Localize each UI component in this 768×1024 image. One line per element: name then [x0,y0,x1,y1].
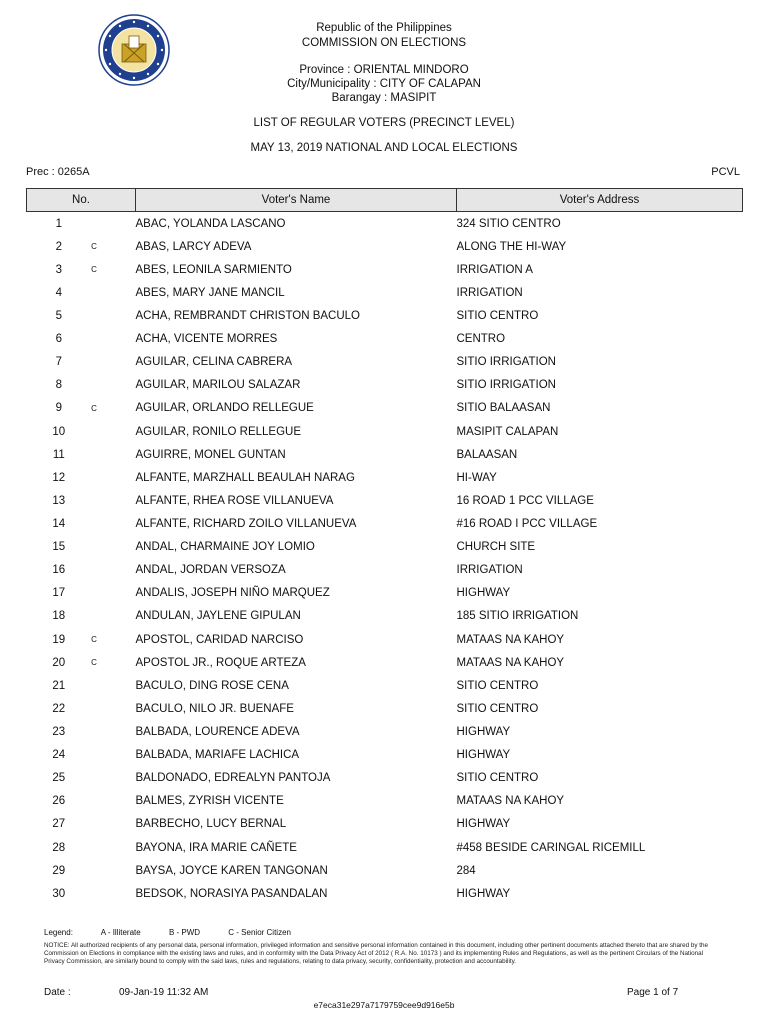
table-row [27,720,743,743]
voter-code [91,882,135,905]
table-row [27,767,743,790]
table-row [27,559,743,582]
table-row [27,420,743,443]
voter-name: AGUILAR, ORLANDO RELLEGUE [135,402,314,415]
voter-address: 284 [456,864,476,877]
voter-number: 8 [55,379,62,392]
voter-code [91,466,135,489]
voter-code [91,674,135,697]
voter-number: 19 [52,633,66,646]
voter-address: SITIO CENTRO [456,702,539,715]
voter-address: HIGHWAY [456,749,511,762]
table-row [27,212,743,236]
voter-address: SITIO CENTRO [456,309,539,322]
voter-name: ANDAL, CHARMAINE JOY LOMIO [135,541,315,554]
legend-senior: C - Senior Citizen [228,928,291,937]
voter-name: ACHA, VICENTE MORRES [135,333,278,346]
legend-illiterate: A - Illiterate [100,928,141,937]
voter-number: 23 [52,725,66,738]
voter-name: ABAC, YOLANDA LASCANO [135,217,286,230]
voter-address: BALAASAN [456,448,518,461]
voter-code: C [91,635,97,645]
table-row [27,536,743,559]
date-value: 09-Jan-19 11:32 AM [119,987,209,998]
voter-address: ALONG THE HI-WAY [456,240,567,253]
voter-address: 16 ROAD 1 PCC VILLAGE [456,494,594,507]
table-row [27,813,743,836]
voter-address: IRRIGATION A [456,263,533,276]
table-row [27,489,743,512]
voter-address: HIGHWAY [456,887,511,900]
table-row [27,882,743,905]
voter-address: SITIO BALAASAN [456,402,551,415]
voter-number: 6 [55,333,62,346]
voter-name: ALFANTE, RHEA ROSE VILLANUEVA [135,494,334,507]
voter-name: APOSTOL, CARIDAD NARCISO [135,633,304,646]
voter-address: CENTRO [456,333,506,346]
table-header-row [27,189,743,212]
voter-number: 21 [52,679,66,692]
table-row [27,258,743,281]
voter-code [91,697,135,720]
table-row [27,512,743,535]
table-row [27,651,743,674]
voter-name: AGUILAR, CELINA CABRERA [135,356,293,369]
voter-number: 5 [55,309,62,322]
voter-code [91,281,135,304]
voter-number: 17 [52,587,66,600]
voter-name: BACULO, DING ROSE CENA [135,679,289,692]
header-city: City/Municipality : CITY OF CALAPAN [287,78,481,90]
table-row [27,328,743,351]
voter-number: 16 [52,564,66,577]
voter-name: ALFANTE, MARZHALL BEAULAH NARAG [135,471,355,484]
voter-number: 4 [55,286,62,299]
voter-code [91,212,135,236]
voter-name: BALBADA, LOURENCE ADEVA [135,725,300,738]
voter-address: SITIO IRRIGATION [456,379,556,392]
voter-code [91,351,135,374]
table-row [27,790,743,813]
header-commission: COMMISSION ON ELECTIONS [301,37,467,49]
voter-code [91,720,135,743]
precinct-label: Prec : 0265A [26,166,90,178]
voter-number: 26 [52,795,66,808]
table-row [27,397,743,420]
table-row [27,744,743,767]
voter-code [91,536,135,559]
header-barangay: Barangay : MASIPIT [331,92,437,104]
voter-number: 29 [52,864,66,877]
voter-address: SITIO IRRIGATION [456,356,556,369]
voter-number: 12 [52,471,66,484]
pcvl-label: PCVL [711,166,740,178]
header-no: No. [27,189,136,212]
voter-code: C [91,658,97,668]
voter-name: BALDONADO, EDREALYN PANTOJA [135,772,331,785]
voter-address: HIGHWAY [456,587,511,600]
voter-code [91,605,135,628]
page-number: Page 1 of 7 [627,987,679,998]
voter-number: 14 [52,517,66,530]
voter-number: 28 [52,841,66,854]
voter-code [91,836,135,859]
voter-code [91,790,135,813]
legend-label: Legend: [44,928,73,937]
voter-number: 2 [55,240,62,253]
voter-code [91,443,135,466]
table-row [27,235,743,258]
voter-code [91,328,135,351]
voter-address: SITIO CENTRO [456,772,539,785]
voter-number: 10 [52,425,66,438]
table-row [27,443,743,466]
voter-code: C [91,265,97,275]
voters-table-body [27,212,743,906]
voter-name: ANDULAN, JAYLENE GIPULAN [135,610,301,623]
voter-code [91,559,135,582]
voter-name: BALBADA, MARIAFE LACHICA [135,749,300,762]
voter-number: 9 [55,402,62,415]
voter-number: 1 [55,217,62,230]
voter-number: 11 [52,448,65,461]
voter-name: BALMES, ZYRISH VICENTE [135,795,284,808]
voter-address: MASIPIT CALAPAN [456,425,559,438]
header-name: Voter's Name [136,189,457,212]
voter-name: AGUILAR, RONILO RELLEGUE [135,425,302,438]
voter-address: 185 SITIO IRRIGATION [456,610,579,623]
voter-address: IRRIGATION [456,286,523,299]
voter-number: 22 [52,702,66,715]
voter-code [91,582,135,605]
voter-address: SITIO CENTRO [456,679,539,692]
voter-address: IRRIGATION [456,564,523,577]
voter-name: BAYSA, JOYCE KAREN TANGONAN [135,864,328,877]
voter-number: 20 [52,656,66,669]
voter-name: ABES, LEONILA SARMIENTO [135,263,292,276]
legend [44,928,317,937]
voter-name: AGUILAR, MARILOU SALAZAR [135,379,301,392]
table-row [27,374,743,397]
table-row [27,859,743,882]
voter-code [91,859,135,882]
voter-address: #16 ROAD I PCC VILLAGE [456,517,598,530]
voter-name: ANDALIS, JOSEPH NIÑO MARQUEZ [135,587,330,600]
voter-code [91,813,135,836]
voter-number: 27 [52,818,66,831]
voter-code: C [91,403,97,413]
table-row [27,674,743,697]
header-republic: Republic of the Philippines [316,22,452,34]
voter-address: MATAAS NA KAHOY [456,633,565,646]
voter-name: BARBECHO, LUCY BERNAL [135,818,287,831]
voter-address: HI-WAY [456,471,497,484]
voter-name: ABAS, LARCY ADEVA [135,240,252,253]
voter-number: 3 [55,263,62,276]
voter-address: HIGHWAY [456,725,511,738]
legend-pwd: B - PWD [168,928,201,937]
voter-code [91,420,135,443]
table-row [27,628,743,651]
voter-code [91,374,135,397]
date-label: Date : [44,987,71,998]
voter-address: MATAAS NA KAHOY [456,656,565,669]
table-row [27,304,743,327]
voter-number: 25 [52,772,66,785]
voter-number: 24 [52,749,66,762]
voter-code [91,767,135,790]
table-row [27,697,743,720]
voter-code [91,744,135,767]
list-title: LIST OF REGULAR VOTERS (PRECINCT LEVEL) [253,117,515,129]
header-province: Province : ORIENTAL MINDORO [299,64,469,76]
voter-name: BACULO, NILO JR. BUENAFE [135,702,294,715]
voter-name: ABES, MARY JANE MANCIL [135,286,285,299]
voter-number: 15 [52,541,66,554]
election-title: MAY 13, 2019 NATIONAL AND LOCAL ELECTIONS [250,142,518,154]
voter-name: APOSTOL JR., ROQUE ARTEZA [135,656,306,669]
voter-number: 30 [52,887,66,900]
table-row [27,466,743,489]
table-row [27,281,743,304]
table-row [27,351,743,374]
voter-name: ANDAL, JORDAN VERSOZA [135,564,286,577]
voter-number: 18 [52,610,66,623]
document-hash: e7eca31e297a7179759cee9d916e5b [313,1000,455,1010]
voter-code [91,512,135,535]
voters-table [26,188,743,905]
voter-number: 7 [55,356,62,369]
voter-name: BEDSOK, NORASIYA PASANDALAN [135,887,328,900]
voter-address: #458 BESIDE CARINGAL RICEMILL [456,841,646,854]
table-row [27,605,743,628]
voter-name: AGUIRRE, MONEL GUNTAN [135,448,286,461]
voter-address: 324 SITIO CENTRO [456,217,561,230]
voter-address: CHURCH SITE [456,541,536,554]
voter-name: BAYONA, IRA MARIE CAÑETE [135,841,297,854]
table-row [27,836,743,859]
voter-address: HIGHWAY [456,818,511,831]
privacy-notice: NOTICE: All authorized recipients of any personal data, personal information, privileged information and sensitive personal information contained in this document, including other pertinent documents attached thereto that are shared by the Commission on Elections in compliance with the existing laws and rules, and in conformity with the Data Privacy Act of 2012 ( R.A. No. 10173 ) and its implementing Rules and Regulations, as well as the pertinent Circulars of the National Privacy Commission, are similarly bound to comply with the said laws, rules and regulations, relating to data privacy, security, confidentiality, protection and accountability. [44,942,709,965]
voter-code [91,304,135,327]
header-address: Voter's Address [457,189,743,212]
voter-name: ALFANTE, RICHARD ZOILO VILLANUEVA [135,517,357,530]
voter-address: MATAAS NA KAHOY [456,795,565,808]
voter-number: 13 [52,494,66,507]
voter-code [91,489,135,512]
voter-name: ACHA, REMBRANDT CHRISTON BACULO [135,309,360,322]
voter-code: C [91,242,97,252]
table-row [27,582,743,605]
